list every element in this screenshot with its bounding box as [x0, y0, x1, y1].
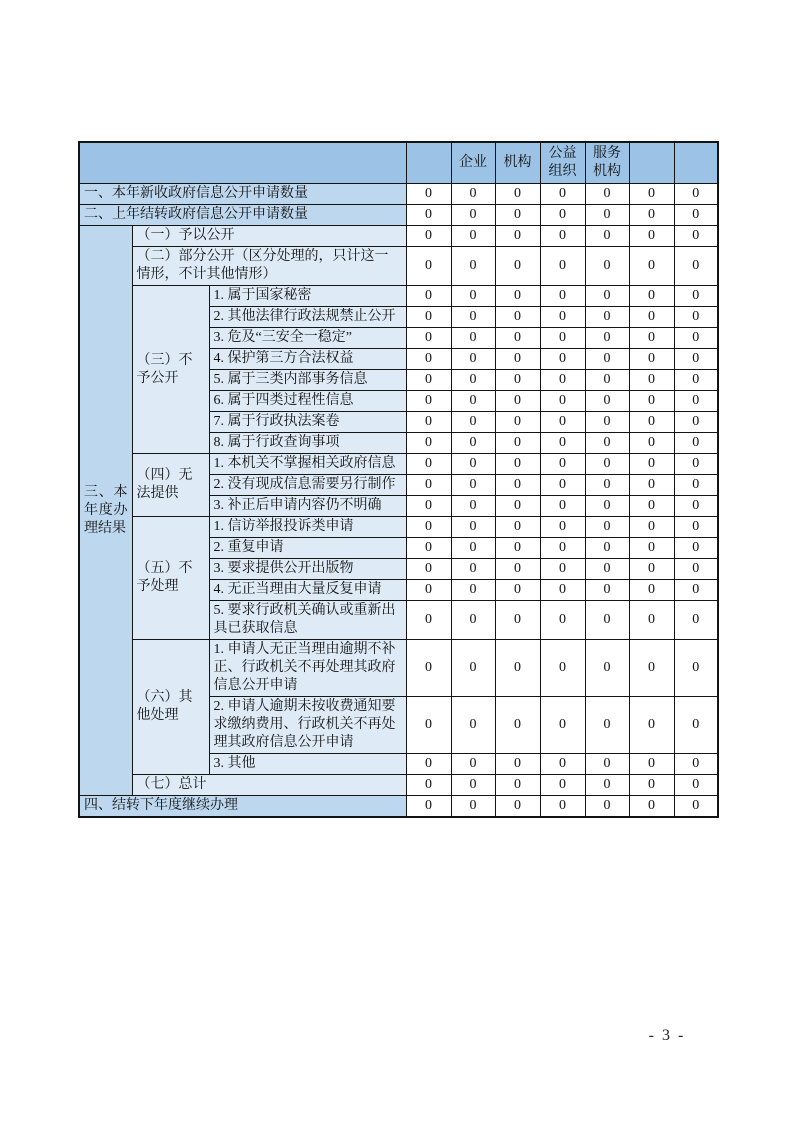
- value-cell: 0: [585, 226, 629, 247]
- value-cell: 0: [451, 328, 495, 349]
- value-cell: 0: [629, 538, 674, 559]
- value-cell: 0: [495, 391, 540, 412]
- value-cell: 0: [451, 391, 495, 412]
- value-cell: 0: [495, 307, 540, 328]
- value-cell: 0: [674, 496, 718, 517]
- value-cell: 0: [495, 454, 540, 475]
- value-cell: 0: [495, 205, 540, 226]
- value-cell: 0: [585, 640, 629, 697]
- value-cell: 0: [540, 538, 585, 559]
- row-label: 四、结转下年度继续办理: [79, 796, 406, 818]
- table-row: [79, 454, 718, 475]
- value-cell: 0: [674, 307, 718, 328]
- value-cell: 0: [585, 559, 629, 580]
- value-cell: 0: [674, 328, 718, 349]
- value-cell: 0: [629, 754, 674, 775]
- value-cell: 0: [629, 775, 674, 796]
- value-cell: 0: [585, 286, 629, 307]
- value-cell: 0: [406, 307, 451, 328]
- value-cell: 0: [629, 307, 674, 328]
- item-label: 6. 属于四类过程性信息: [209, 391, 406, 412]
- value-cell: 0: [629, 796, 674, 818]
- value-cell: 0: [629, 454, 674, 475]
- value-cell: 0: [495, 775, 540, 796]
- value-cell: 0: [629, 226, 674, 247]
- value-cell: 0: [451, 205, 495, 226]
- value-cell: 0: [629, 496, 674, 517]
- value-cell: 0: [495, 697, 540, 754]
- value-cell: 0: [674, 454, 718, 475]
- item-label: 3. 补正后申请内容仍不明确: [209, 496, 406, 517]
- value-cell: 0: [585, 412, 629, 433]
- value-cell: 0: [585, 205, 629, 226]
- column-header: 服务机构: [585, 142, 629, 184]
- value-cell: 0: [406, 775, 451, 796]
- value-cell: 0: [674, 517, 718, 538]
- value-cell: 0: [629, 475, 674, 496]
- value-cell: 0: [540, 184, 585, 205]
- value-cell: 0: [585, 754, 629, 775]
- value-cell: 0: [495, 370, 540, 391]
- value-cell: 0: [629, 697, 674, 754]
- value-cell: 0: [451, 307, 495, 328]
- value-cell: 0: [406, 247, 451, 286]
- value-cell: 0: [674, 226, 718, 247]
- value-cell: 0: [540, 601, 585, 640]
- value-cell: 0: [585, 496, 629, 517]
- value-cell: 0: [585, 580, 629, 601]
- item-label: 1. 本机关不掌握相关政府信息: [209, 454, 406, 475]
- value-cell: 0: [451, 601, 495, 640]
- value-cell: 0: [540, 370, 585, 391]
- value-cell: 0: [629, 412, 674, 433]
- value-cell: 0: [451, 454, 495, 475]
- group-label: （二）部分公开（区分处理的，只计这一情形，不计其他情形）: [132, 247, 406, 286]
- item-label: 2. 没有现成信息需要另行制作: [209, 475, 406, 496]
- value-cell: 0: [540, 328, 585, 349]
- value-cell: 0: [451, 517, 495, 538]
- value-cell: 0: [629, 433, 674, 454]
- column-header: 机构: [495, 142, 540, 184]
- value-cell: 0: [674, 754, 718, 775]
- value-cell: 0: [629, 559, 674, 580]
- value-cell: 0: [629, 601, 674, 640]
- value-cell: 0: [540, 433, 585, 454]
- value-cell: 0: [629, 391, 674, 412]
- value-cell: 0: [674, 697, 718, 754]
- item-label: 5. 属于三类内部事务信息: [209, 370, 406, 391]
- value-cell: 0: [495, 328, 540, 349]
- value-cell: 0: [495, 433, 540, 454]
- table-row: [79, 796, 718, 818]
- table-row: [79, 184, 718, 205]
- item-label: 3. 危及“三安全一稳定”: [209, 328, 406, 349]
- value-cell: 0: [629, 517, 674, 538]
- value-cell: 0: [629, 286, 674, 307]
- value-cell: 0: [540, 454, 585, 475]
- item-label: 8. 属于行政查询事项: [209, 433, 406, 454]
- value-cell: 0: [495, 247, 540, 286]
- value-cell: 0: [406, 538, 451, 559]
- value-cell: 0: [451, 796, 495, 818]
- value-cell: 0: [451, 349, 495, 370]
- value-cell: 0: [629, 328, 674, 349]
- value-cell: 0: [585, 454, 629, 475]
- value-cell: 0: [585, 184, 629, 205]
- item-label: 3. 要求提供公开出版物: [209, 559, 406, 580]
- value-cell: 0: [674, 559, 718, 580]
- value-cell: 0: [451, 538, 495, 559]
- value-cell: 0: [406, 454, 451, 475]
- value-cell: 0: [585, 796, 629, 818]
- value-cell: 0: [674, 796, 718, 818]
- value-cell: 0: [540, 517, 585, 538]
- value-cell: 0: [540, 796, 585, 818]
- value-cell: 0: [451, 580, 495, 601]
- value-cell: 0: [495, 601, 540, 640]
- value-cell: 0: [540, 775, 585, 796]
- value-cell: 0: [629, 184, 674, 205]
- item-label: 2. 申请人逾期未按收费通知要求缴纳费用、行政机关不再处理其政府信息公开申请: [209, 697, 406, 754]
- value-cell: 0: [495, 796, 540, 818]
- value-cell: 0: [406, 349, 451, 370]
- value-cell: 0: [406, 370, 451, 391]
- value-cell: 0: [540, 640, 585, 697]
- value-cell: 0: [451, 433, 495, 454]
- value-cell: 0: [674, 247, 718, 286]
- value-cell: 0: [674, 184, 718, 205]
- value-cell: 0: [406, 559, 451, 580]
- value-cell: 0: [585, 433, 629, 454]
- column-header: [406, 142, 451, 184]
- value-cell: 0: [451, 475, 495, 496]
- value-cell: 0: [629, 205, 674, 226]
- value-cell: 0: [451, 754, 495, 775]
- value-cell: 0: [540, 475, 585, 496]
- value-cell: 0: [674, 580, 718, 601]
- value-cell: 0: [495, 580, 540, 601]
- value-cell: 0: [674, 538, 718, 559]
- value-cell: 0: [540, 559, 585, 580]
- value-cell: 0: [585, 697, 629, 754]
- value-cell: 0: [451, 697, 495, 754]
- table-row: [79, 775, 718, 796]
- column-header: 企业: [451, 142, 495, 184]
- page-number: - 3 -: [648, 1027, 686, 1044]
- value-cell: 0: [406, 496, 451, 517]
- table-row: [79, 226, 718, 247]
- value-cell: 0: [495, 412, 540, 433]
- value-cell: 0: [674, 640, 718, 697]
- value-cell: 0: [540, 247, 585, 286]
- value-cell: 0: [585, 370, 629, 391]
- item-label: 1. 信访举报投诉类申请: [209, 517, 406, 538]
- item-label: 2. 重复申请: [209, 538, 406, 559]
- group-label: （四）无法提供: [132, 454, 209, 517]
- value-cell: 0: [674, 775, 718, 796]
- value-cell: 0: [540, 754, 585, 775]
- value-cell: 0: [406, 580, 451, 601]
- value-cell: 0: [495, 640, 540, 697]
- value-cell: 0: [495, 226, 540, 247]
- value-cell: 0: [451, 226, 495, 247]
- value-cell: 0: [406, 517, 451, 538]
- value-cell: 0: [674, 370, 718, 391]
- value-cell: 0: [451, 496, 495, 517]
- value-cell: 0: [495, 559, 540, 580]
- column-header: [629, 142, 674, 184]
- value-cell: 0: [629, 370, 674, 391]
- value-cell: 0: [540, 205, 585, 226]
- value-cell: 0: [495, 184, 540, 205]
- value-cell: 0: [674, 433, 718, 454]
- value-cell: 0: [585, 775, 629, 796]
- value-cell: 0: [406, 205, 451, 226]
- value-cell: 0: [406, 754, 451, 775]
- item-label: 1. 属于国家秘密: [209, 286, 406, 307]
- value-cell: 0: [674, 412, 718, 433]
- value-cell: 0: [674, 349, 718, 370]
- value-cell: 0: [540, 496, 585, 517]
- value-cell: 0: [406, 184, 451, 205]
- value-cell: 0: [540, 580, 585, 601]
- value-cell: 0: [585, 247, 629, 286]
- value-cell: 0: [495, 754, 540, 775]
- value-cell: 0: [629, 580, 674, 601]
- value-cell: 0: [451, 559, 495, 580]
- row-label: 一、本年新收政府信息公开申请数量: [79, 184, 406, 205]
- value-cell: 0: [495, 538, 540, 559]
- value-cell: 0: [451, 412, 495, 433]
- value-cell: 0: [495, 496, 540, 517]
- value-cell: 0: [495, 286, 540, 307]
- item-label: 1. 申请人无正当理由逾期不补正、行政机关不再处理其政府信息公开申请: [209, 640, 406, 697]
- group-label: （三）不予公开: [132, 286, 209, 454]
- table-row: [79, 286, 718, 307]
- value-cell: 0: [585, 307, 629, 328]
- value-cell: 0: [674, 286, 718, 307]
- row-label: 二、上年结转政府信息公开申请数量: [79, 205, 406, 226]
- value-cell: 0: [406, 697, 451, 754]
- value-cell: 0: [406, 412, 451, 433]
- value-cell: 0: [406, 475, 451, 496]
- item-label: 7. 属于行政执法案卷: [209, 412, 406, 433]
- table-row: [79, 517, 718, 538]
- value-cell: 0: [540, 286, 585, 307]
- value-cell: 0: [629, 640, 674, 697]
- table-row: [79, 205, 718, 226]
- value-cell: 0: [540, 307, 585, 328]
- value-cell: 0: [585, 517, 629, 538]
- value-cell: 0: [495, 349, 540, 370]
- group-label: （五）不予处理: [132, 517, 209, 640]
- value-cell: 0: [540, 349, 585, 370]
- item-label: 4. 保护第三方合法权益: [209, 349, 406, 370]
- value-cell: 0: [451, 184, 495, 205]
- value-cell: 0: [406, 601, 451, 640]
- value-cell: 0: [540, 226, 585, 247]
- section-label: 三、本年度办理结果: [79, 226, 132, 796]
- table-header-row: [79, 142, 718, 184]
- value-cell: 0: [406, 328, 451, 349]
- value-cell: 0: [629, 349, 674, 370]
- value-cell: 0: [585, 391, 629, 412]
- value-cell: 0: [674, 475, 718, 496]
- value-cell: 0: [406, 226, 451, 247]
- value-cell: 0: [585, 538, 629, 559]
- value-cell: 0: [540, 391, 585, 412]
- value-cell: 0: [451, 247, 495, 286]
- table-row: [79, 640, 718, 697]
- value-cell: 0: [629, 247, 674, 286]
- value-cell: 0: [585, 601, 629, 640]
- value-cell: 0: [451, 286, 495, 307]
- value-cell: 0: [406, 640, 451, 697]
- value-cell: 0: [674, 391, 718, 412]
- value-cell: 0: [495, 475, 540, 496]
- value-cell: 0: [451, 775, 495, 796]
- value-cell: 0: [406, 286, 451, 307]
- item-label: 4. 无正当理由大量反复申请: [209, 580, 406, 601]
- value-cell: 0: [406, 433, 451, 454]
- value-cell: 0: [540, 697, 585, 754]
- disclosure-report-table: [78, 141, 719, 818]
- table-row: [79, 247, 718, 286]
- value-cell: 0: [495, 517, 540, 538]
- corner-cell: [79, 142, 406, 184]
- item-label: 3. 其他: [209, 754, 406, 775]
- column-header: 公益组织: [540, 142, 585, 184]
- group-label: （七）总计: [132, 775, 406, 796]
- column-header: [674, 142, 718, 184]
- group-label: （六）其他处理: [132, 640, 209, 775]
- item-label: 2. 其他法律行政法规禁止公开: [209, 307, 406, 328]
- value-cell: 0: [540, 412, 585, 433]
- value-cell: 0: [585, 349, 629, 370]
- value-cell: 0: [585, 475, 629, 496]
- value-cell: 0: [406, 391, 451, 412]
- value-cell: 0: [451, 370, 495, 391]
- value-cell: 0: [585, 328, 629, 349]
- value-cell: 0: [674, 601, 718, 640]
- value-cell: 0: [451, 640, 495, 697]
- item-label: 5. 要求行政机关确认或重新出具已获取信息: [209, 601, 406, 640]
- value-cell: 0: [674, 205, 718, 226]
- value-cell: 0: [406, 796, 451, 818]
- group-label: （一）予以公开: [132, 226, 406, 247]
